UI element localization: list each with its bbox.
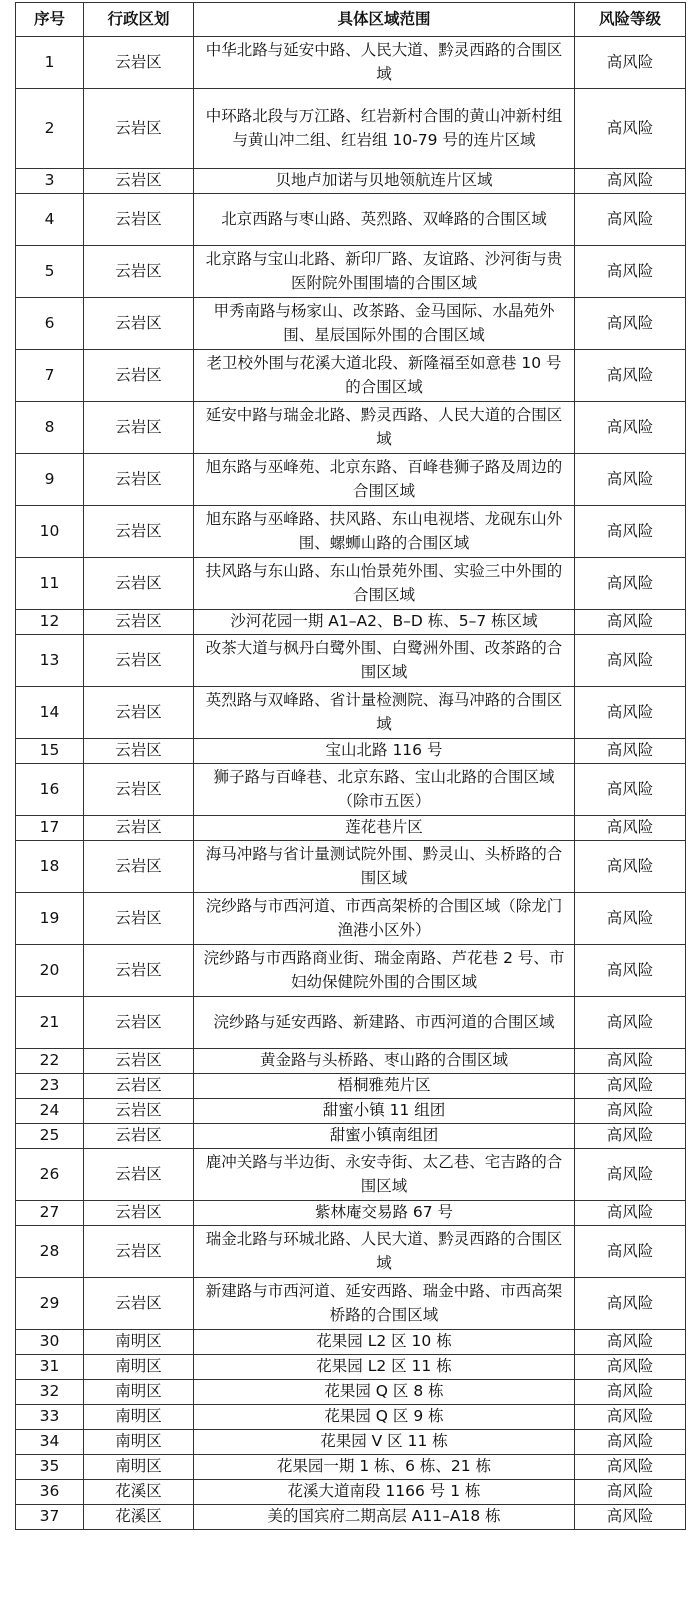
cell-area: 新建路与市西河道、延安西路、瑞金中路、市西高架桥路的合围区域 bbox=[194, 1278, 575, 1330]
table-row bbox=[16, 841, 686, 893]
cell-no: 2 bbox=[16, 89, 84, 169]
cell-risk: 高风险 bbox=[575, 816, 686, 841]
table-row bbox=[16, 1074, 686, 1099]
cell-area: 宝山北路 116 号 bbox=[194, 739, 575, 764]
cell-no: 24 bbox=[16, 1099, 84, 1124]
cell-no: 29 bbox=[16, 1278, 84, 1330]
cell-no: 15 bbox=[16, 739, 84, 764]
cell-risk: 高风险 bbox=[575, 1149, 686, 1201]
table-row bbox=[16, 1405, 686, 1430]
cell-district: 云岩区 bbox=[84, 1074, 194, 1099]
cell-no: 7 bbox=[16, 350, 84, 402]
cell-no: 19 bbox=[16, 893, 84, 945]
cell-no: 36 bbox=[16, 1480, 84, 1505]
cell-district: 云岩区 bbox=[84, 764, 194, 816]
header-no: 序号 bbox=[16, 3, 84, 37]
cell-district: 云岩区 bbox=[84, 506, 194, 558]
cell-risk: 高风险 bbox=[575, 1380, 686, 1405]
cell-risk: 高风险 bbox=[575, 610, 686, 635]
table-row bbox=[16, 402, 686, 454]
cell-area: 鹿冲关路与半边街、永安寺街、太乙巷、宅吉路的合围区域 bbox=[194, 1149, 575, 1201]
cell-district: 云岩区 bbox=[84, 1278, 194, 1330]
cell-no: 13 bbox=[16, 635, 84, 687]
cell-district: 云岩区 bbox=[84, 635, 194, 687]
cell-area: 花溪大道南段 1166 号 1 栋 bbox=[194, 1480, 575, 1505]
cell-risk: 高风险 bbox=[575, 298, 686, 350]
table-row bbox=[16, 1201, 686, 1226]
cell-district: 花溪区 bbox=[84, 1480, 194, 1505]
cell-area: 美的国宾府二期高层 A11–A18 栋 bbox=[194, 1505, 575, 1530]
cell-risk: 高风险 bbox=[575, 1505, 686, 1530]
cell-area: 莲花巷片区 bbox=[194, 816, 575, 841]
table-row bbox=[16, 194, 686, 246]
table-row bbox=[16, 169, 686, 194]
cell-no: 10 bbox=[16, 506, 84, 558]
table-row bbox=[16, 1099, 686, 1124]
cell-district: 云岩区 bbox=[84, 1049, 194, 1074]
cell-no: 32 bbox=[16, 1380, 84, 1405]
table-row bbox=[16, 298, 686, 350]
cell-risk: 高风险 bbox=[575, 635, 686, 687]
cell-risk: 高风险 bbox=[575, 841, 686, 893]
cell-district: 南明区 bbox=[84, 1430, 194, 1455]
cell-area: 沙河花园一期 A1–A2、B–D 栋、5–7 栋区域 bbox=[194, 610, 575, 635]
table-row bbox=[16, 997, 686, 1049]
cell-risk: 高风险 bbox=[575, 169, 686, 194]
cell-area: 花果园 L2 区 10 栋 bbox=[194, 1330, 575, 1355]
cell-area: 甜蜜小镇南组团 bbox=[194, 1124, 575, 1149]
cell-district: 南明区 bbox=[84, 1380, 194, 1405]
cell-area: 花果园 L2 区 11 栋 bbox=[194, 1355, 575, 1380]
table-row bbox=[16, 635, 686, 687]
cell-no: 1 bbox=[16, 37, 84, 89]
cell-no: 6 bbox=[16, 298, 84, 350]
cell-area: 中华北路与延安中路、人民大道、黔灵西路的合围区域 bbox=[194, 37, 575, 89]
cell-risk: 高风险 bbox=[575, 1099, 686, 1124]
cell-risk: 高风险 bbox=[575, 1201, 686, 1226]
cell-area: 旭东路与巫峰路、扶风路、东山电视塔、龙砚东山外围、螺蛳山路的合围区域 bbox=[194, 506, 575, 558]
cell-risk: 高风险 bbox=[575, 454, 686, 506]
cell-no: 33 bbox=[16, 1405, 84, 1430]
table-row bbox=[16, 1278, 686, 1330]
cell-risk: 高风险 bbox=[575, 506, 686, 558]
table-row bbox=[16, 610, 686, 635]
cell-district: 南明区 bbox=[84, 1455, 194, 1480]
cell-district: 云岩区 bbox=[84, 454, 194, 506]
cell-district: 云岩区 bbox=[84, 558, 194, 610]
cell-district: 云岩区 bbox=[84, 1124, 194, 1149]
cell-risk: 高风险 bbox=[575, 1049, 686, 1074]
table-row bbox=[16, 1455, 686, 1480]
cell-area: 黄金路与头桥路、枣山路的合围区域 bbox=[194, 1049, 575, 1074]
cell-district: 云岩区 bbox=[84, 1226, 194, 1278]
cell-no: 5 bbox=[16, 246, 84, 298]
cell-district: 云岩区 bbox=[84, 402, 194, 454]
cell-area: 甜蜜小镇 11 组团 bbox=[194, 1099, 575, 1124]
header-area: 具体区域范围 bbox=[194, 3, 575, 37]
table-row bbox=[16, 89, 686, 169]
table-row bbox=[16, 816, 686, 841]
cell-area: 中环路北段与万江路、红岩新村合围的黄山冲新村组与黄山冲二组、红岩组 10-79 号的连片区域 bbox=[194, 89, 575, 169]
table-row bbox=[16, 893, 686, 945]
table-row bbox=[16, 1430, 686, 1455]
header-district: 行政区划 bbox=[84, 3, 194, 37]
cell-no: 17 bbox=[16, 816, 84, 841]
table-row bbox=[16, 1380, 686, 1405]
table-row bbox=[16, 37, 686, 89]
cell-no: 4 bbox=[16, 194, 84, 246]
cell-risk: 高风险 bbox=[575, 1124, 686, 1149]
cell-no: 9 bbox=[16, 454, 84, 506]
cell-district: 云岩区 bbox=[84, 893, 194, 945]
cell-no: 30 bbox=[16, 1330, 84, 1355]
cell-risk: 高风险 bbox=[575, 687, 686, 739]
cell-district: 南明区 bbox=[84, 1405, 194, 1430]
table-row bbox=[16, 764, 686, 816]
cell-area: 扶风路与东山路、东山怡景苑外围、实验三中外围的合围区域 bbox=[194, 558, 575, 610]
cell-area: 花果园一期 1 栋、6 栋、21 栋 bbox=[194, 1455, 575, 1480]
cell-area: 浣纱路与延安西路、新建路、市西河道的合围区域 bbox=[194, 997, 575, 1049]
cell-area: 紫林庵交易路 67 号 bbox=[194, 1201, 575, 1226]
cell-no: 31 bbox=[16, 1355, 84, 1380]
cell-no: 12 bbox=[16, 610, 84, 635]
table-row bbox=[16, 687, 686, 739]
cell-district: 南明区 bbox=[84, 1330, 194, 1355]
cell-no: 25 bbox=[16, 1124, 84, 1149]
cell-district: 云岩区 bbox=[84, 246, 194, 298]
cell-district: 云岩区 bbox=[84, 841, 194, 893]
cell-district: 云岩区 bbox=[84, 945, 194, 997]
cell-area: 改茶大道与枫丹白鹭外围、白鹭洲外围、改茶路的合围区域 bbox=[194, 635, 575, 687]
cell-district: 云岩区 bbox=[84, 997, 194, 1049]
table-row bbox=[16, 454, 686, 506]
cell-no: 11 bbox=[16, 558, 84, 610]
cell-risk: 高风险 bbox=[575, 1278, 686, 1330]
cell-area: 甲秀南路与杨家山、改茶路、金马国际、水晶苑外围、星辰国际外围的合围区域 bbox=[194, 298, 575, 350]
cell-no: 14 bbox=[16, 687, 84, 739]
cell-area: 花果园 Q 区 8 栋 bbox=[194, 1380, 575, 1405]
cell-area: 北京西路与枣山路、英烈路、双峰路的合围区域 bbox=[194, 194, 575, 246]
cell-district: 云岩区 bbox=[84, 37, 194, 89]
cell-no: 8 bbox=[16, 402, 84, 454]
cell-area: 浣纱路与市西路商业街、瑞金南路、芦花巷 2 号、市妇幼保健院外围的合围区域 bbox=[194, 945, 575, 997]
cell-risk: 高风险 bbox=[575, 1330, 686, 1355]
cell-district: 云岩区 bbox=[84, 1149, 194, 1201]
table-row bbox=[16, 558, 686, 610]
cell-risk: 高风险 bbox=[575, 764, 686, 816]
cell-area: 贝地卢加诺与贝地领航连片区域 bbox=[194, 169, 575, 194]
cell-risk: 高风险 bbox=[575, 1455, 686, 1480]
cell-area: 狮子路与百峰巷、北京东路、宝山北路的合围区域（除市五医） bbox=[194, 764, 575, 816]
table-row bbox=[16, 1226, 686, 1278]
cell-district: 云岩区 bbox=[84, 298, 194, 350]
cell-risk: 高风险 bbox=[575, 402, 686, 454]
cell-no: 28 bbox=[16, 1226, 84, 1278]
cell-risk: 高风险 bbox=[575, 1355, 686, 1380]
cell-no: 26 bbox=[16, 1149, 84, 1201]
cell-no: 16 bbox=[16, 764, 84, 816]
table-row bbox=[16, 1049, 686, 1074]
table-row bbox=[16, 350, 686, 402]
cell-no: 23 bbox=[16, 1074, 84, 1099]
cell-district: 云岩区 bbox=[84, 1201, 194, 1226]
table-row bbox=[16, 1124, 686, 1149]
table-row bbox=[16, 1149, 686, 1201]
cell-district: 云岩区 bbox=[84, 169, 194, 194]
cell-risk: 高风险 bbox=[575, 350, 686, 402]
table-row bbox=[16, 1480, 686, 1505]
cell-area: 旭东路与巫峰苑、北京东路、百峰巷狮子路及周边的合围区域 bbox=[194, 454, 575, 506]
table-row bbox=[16, 1505, 686, 1530]
cell-risk: 高风险 bbox=[575, 1430, 686, 1455]
cell-risk: 高风险 bbox=[575, 945, 686, 997]
cell-district: 云岩区 bbox=[84, 89, 194, 169]
cell-district: 云岩区 bbox=[84, 687, 194, 739]
cell-risk: 高风险 bbox=[575, 37, 686, 89]
risk-area-table bbox=[15, 2, 686, 1530]
cell-no: 22 bbox=[16, 1049, 84, 1074]
cell-district: 云岩区 bbox=[84, 610, 194, 635]
cell-area: 英烈路与双峰路、省计量检测院、海马冲路的合围区域 bbox=[194, 687, 575, 739]
cell-no: 27 bbox=[16, 1201, 84, 1226]
cell-risk: 高风险 bbox=[575, 1074, 686, 1099]
cell-no: 35 bbox=[16, 1455, 84, 1480]
cell-no: 34 bbox=[16, 1430, 84, 1455]
cell-risk: 高风险 bbox=[575, 997, 686, 1049]
cell-risk: 高风险 bbox=[575, 194, 686, 246]
cell-district: 云岩区 bbox=[84, 1099, 194, 1124]
cell-district: 南明区 bbox=[84, 1355, 194, 1380]
cell-no: 37 bbox=[16, 1505, 84, 1530]
cell-area: 浣纱路与市西河道、市西高架桥的合围区域（除龙门渔港小区外） bbox=[194, 893, 575, 945]
cell-district: 云岩区 bbox=[84, 739, 194, 764]
cell-risk: 高风险 bbox=[575, 89, 686, 169]
cell-risk: 高风险 bbox=[575, 1480, 686, 1505]
table-row bbox=[16, 506, 686, 558]
cell-risk: 高风险 bbox=[575, 739, 686, 764]
header-risk: 风险等级 bbox=[575, 3, 686, 37]
cell-district: 花溪区 bbox=[84, 1505, 194, 1530]
cell-risk: 高风险 bbox=[575, 558, 686, 610]
table-row bbox=[16, 1355, 686, 1380]
cell-risk: 高风险 bbox=[575, 893, 686, 945]
cell-area: 花果园 V 区 11 栋 bbox=[194, 1430, 575, 1455]
cell-district: 云岩区 bbox=[84, 350, 194, 402]
cell-risk: 高风险 bbox=[575, 246, 686, 298]
table-row bbox=[16, 1330, 686, 1355]
cell-district: 云岩区 bbox=[84, 194, 194, 246]
table-row bbox=[16, 739, 686, 764]
table-body bbox=[16, 37, 686, 1530]
cell-area: 瑞金北路与环城北路、人民大道、黔灵西路的合围区域 bbox=[194, 1226, 575, 1278]
cell-area: 海马冲路与省计量测试院外围、黔灵山、头桥路的合围区域 bbox=[194, 841, 575, 893]
cell-no: 3 bbox=[16, 169, 84, 194]
cell-area: 花果园 Q 区 9 栋 bbox=[194, 1405, 575, 1430]
cell-area: 延安中路与瑞金北路、黔灵西路、人民大道的合围区域 bbox=[194, 402, 575, 454]
cell-risk: 高风险 bbox=[575, 1226, 686, 1278]
cell-area: 北京路与宝山北路、新印厂路、友谊路、沙河街与贵医附院外围围墙的合围区域 bbox=[194, 246, 575, 298]
cell-area: 梧桐雅苑片区 bbox=[194, 1074, 575, 1099]
table-header-row bbox=[16, 3, 686, 37]
table-row bbox=[16, 246, 686, 298]
cell-no: 18 bbox=[16, 841, 84, 893]
cell-district: 云岩区 bbox=[84, 816, 194, 841]
table-row bbox=[16, 945, 686, 997]
cell-area: 老卫校外围与花溪大道北段、新隆福至如意巷 10 号的合围区域 bbox=[194, 350, 575, 402]
cell-risk: 高风险 bbox=[575, 1405, 686, 1430]
cell-no: 21 bbox=[16, 997, 84, 1049]
cell-no: 20 bbox=[16, 945, 84, 997]
